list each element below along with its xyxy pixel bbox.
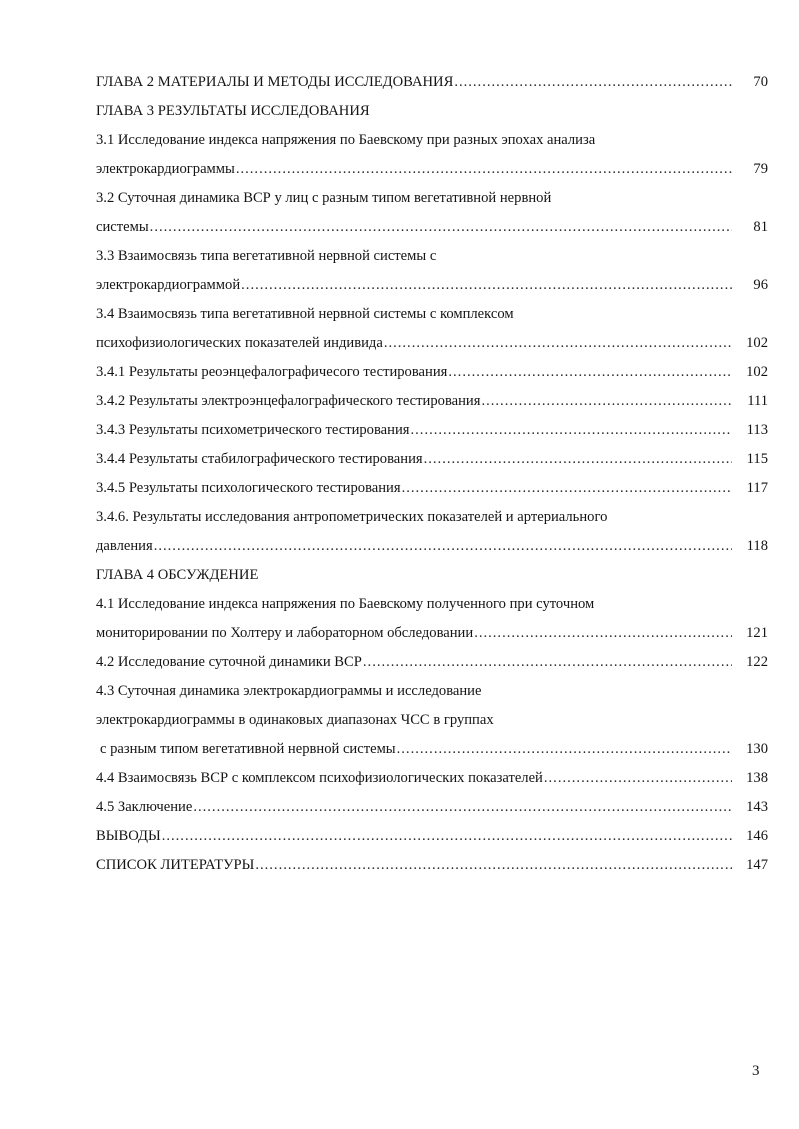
toc-page-number: 118 [746, 538, 768, 554]
leader-dots [481, 387, 732, 416]
leader-dots [241, 271, 732, 300]
leader-dots [193, 793, 732, 822]
toc-page-number: 81 [753, 219, 768, 235]
toc-entry-3-2-line1: 3.2 Суточная динамика ВСР у лиц с разным типом вегетативной нервной [96, 190, 552, 206]
toc-page-number: 113 [746, 422, 768, 438]
toc-entry-3-4-6 [96, 532, 768, 561]
toc-entry-4-3 [96, 735, 768, 764]
toc-entry-3-4-3 [96, 416, 768, 445]
leader-dots [474, 619, 732, 648]
toc-entry-title: 3.4.4 Результаты стабилографического тестирования [96, 451, 423, 467]
toc-entry-title: ГЛАВА 2 МАТЕРИАЛЫ И МЕТОДЫ ИССЛЕДОВАНИЯ [96, 74, 454, 90]
toc-entry-3-4-line1: 3.4 Взаимосвязь типа вегетативной нервной системы с комплексом [96, 306, 514, 322]
toc-entry-3-1 [96, 155, 768, 184]
toc-entry-title: мониторировании по Холтеру и лабораторном обследовании [96, 625, 474, 641]
toc-entry-title: системы [96, 219, 149, 235]
toc-entry-3-4-4 [96, 445, 768, 474]
toc-page-number: 143 [746, 799, 768, 815]
toc-entry-4-5 [96, 793, 768, 822]
toc-chapter-4-heading: ГЛАВА 4 ОБСУЖДЕНИЕ [96, 567, 259, 583]
toc-entry-3-4-6-line1: 3.4.6. Результаты исследования антропометрических показателей и артериального [96, 509, 608, 525]
toc-page-number: 122 [746, 654, 768, 670]
toc-page-number: 70 [753, 74, 768, 90]
toc-page-number: 138 [746, 770, 768, 786]
toc-entry-3-4-5 [96, 474, 768, 503]
toc-entry-title: 3.4.3 Результаты психометрического тестирования [96, 422, 410, 438]
toc-entry-3-2 [96, 213, 768, 242]
leader-dots [255, 851, 732, 880]
toc-entry-4-4 [96, 764, 768, 793]
toc-entry-3-1-line1: 3.1 Исследование индекса напряжения по Баевскому при разных эпохах анализа [96, 132, 596, 148]
leader-dots [411, 416, 733, 445]
toc-page-number: 79 [753, 161, 768, 177]
toc-chapter-3-heading: ГЛАВА 3 РЕЗУЛЬТАТЫ ИССЛЕДОВАНИЯ [96, 103, 370, 119]
toc-entry-3-4-1 [96, 358, 768, 387]
toc-entry-4-3-line2: электрокардиограммы в одинаковых диапазонах ЧСС в группах [96, 712, 494, 728]
toc-page-number: 102 [746, 335, 768, 351]
toc-entry-title: с разным типом вегетативной нервной системы [100, 741, 396, 757]
leader-dots [384, 329, 732, 358]
toc-entry-title: 3.4.5 Результаты психологического тестирования [96, 480, 401, 496]
toc-entry-references [96, 851, 768, 880]
toc-entry-chapter-2 [96, 68, 768, 97]
table-of-contents [96, 68, 768, 880]
leader-dots [154, 532, 732, 561]
leader-dots [150, 213, 732, 242]
toc-entry-title: давления [96, 538, 153, 554]
toc-entry-title: психофизиологических показателей индивида [96, 335, 383, 351]
leader-dots [454, 68, 732, 97]
leader-dots [402, 474, 732, 503]
toc-entry-4-2 [96, 648, 768, 677]
toc-entry-conclusions [96, 822, 768, 851]
toc-entry-title: электрокардиограммы [96, 161, 235, 177]
leader-dots [162, 822, 732, 851]
toc-page-number: 146 [746, 828, 768, 844]
toc-page-number: 117 [746, 480, 768, 496]
page-number: 3 [752, 1063, 760, 1079]
toc-entry-title: 4.2 Исследование суточной динамики ВСР [96, 654, 362, 670]
toc-entry-title: СПИСОК ЛИТЕРАТУРЫ [96, 857, 255, 873]
toc-entry-3-3-line1: 3.3 Взаимосвязь типа вегетативной нервной системы с [96, 248, 437, 264]
toc-entry-3-3 [96, 271, 768, 300]
leader-dots [424, 445, 732, 474]
leader-dots [544, 764, 732, 793]
toc-entry-3-4-2 [96, 387, 768, 416]
toc-entry-3-4 [96, 329, 768, 358]
toc-page-number: 121 [746, 625, 768, 641]
toc-entry-4-3-line1: 4.3 Суточная динамика электрокардиограммы и исследование [96, 683, 482, 699]
toc-page-number: 102 [746, 364, 768, 380]
toc-page-number: 96 [753, 277, 768, 293]
toc-entry-title: электрокардиограммой [96, 277, 241, 293]
toc-page-number: 147 [746, 857, 768, 873]
toc-entry-title: 3.4.1 Результаты реоэнцефалографичесого тестирования [96, 364, 448, 380]
toc-page-number: 111 [747, 393, 768, 409]
toc-entry-title: 3.4.2 Результаты электроэнцефалографического тестирования [96, 393, 481, 409]
toc-entry-title: ВЫВОДЫ [96, 828, 161, 844]
toc-entry-4-1-line1: 4.1 Исследование индекса напряжения по Баевскому полученного при суточном [96, 596, 595, 612]
toc-page-number: 130 [746, 741, 768, 757]
leader-dots [236, 155, 732, 184]
toc-entry-title: 4.5 Заключение [96, 799, 193, 815]
toc-entry-title: 4.4 Взаимосвязь ВСР с комплексом психофизиологических показателей [96, 770, 543, 786]
leader-dots [448, 358, 732, 387]
toc-page-number: 115 [746, 451, 768, 467]
leader-dots [363, 648, 732, 677]
toc-entry-4-1 [96, 619, 768, 648]
leader-dots [397, 735, 732, 764]
